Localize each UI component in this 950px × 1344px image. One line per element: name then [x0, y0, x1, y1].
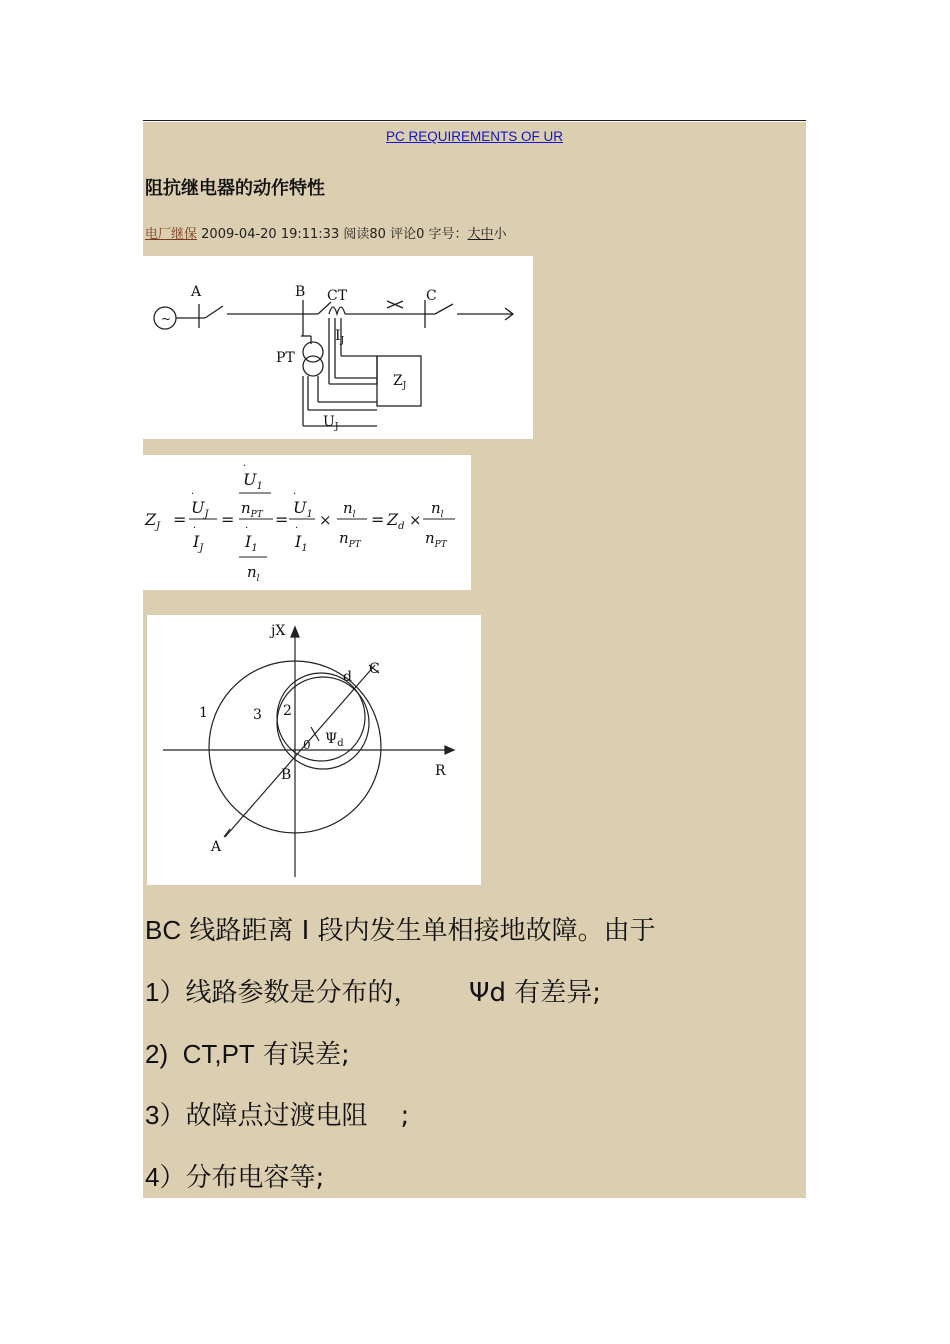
pt-lower-coil [303, 356, 323, 376]
label-c: C [426, 288, 437, 304]
reads-count: 80 [369, 227, 386, 242]
font-large-link[interactable]: 大 [467, 227, 481, 242]
r-axis-arrow [445, 746, 454, 754]
formula-nl: $n_l$ [343, 499, 356, 520]
formula-u1-top: $U_1$ [243, 470, 263, 492]
formula-ij: $I_J$ [193, 532, 204, 554]
content-panel [143, 122, 806, 1198]
formula-i1: $I_1$ [295, 532, 308, 554]
article-meta [145, 223, 507, 242]
comments-count: 0 [416, 227, 425, 242]
formula-npt-top: $n_{PT}$ [241, 499, 263, 520]
circle-3-label: 3 [253, 707, 262, 723]
origin-label: 0 [303, 738, 311, 752]
point-c-label: C [369, 661, 380, 677]
formula-uj: $U_J$ [191, 498, 209, 520]
circle-2-label: 2 [283, 703, 292, 719]
formula-zd: $Z_d$ [387, 510, 405, 532]
formula-npt: $n_{PT}$ [339, 529, 361, 550]
circuit-diagram [143, 256, 533, 439]
font-small-link[interactable]: 小 [493, 227, 507, 242]
impedance-formula [143, 455, 471, 590]
label-a: A [191, 284, 202, 300]
body-line-3: 2) CT,PT 有误差; [145, 1039, 350, 1070]
body-line-1: BC 线路距离 I 段内发生单相接地故障。由于 [145, 915, 656, 946]
formula-times-2: × [409, 511, 422, 529]
formula-lhs: $Z_J$ [145, 510, 161, 532]
label-pt: PT [276, 350, 295, 366]
body-line-4: 3）故障点过渡电阻 ; [145, 1100, 410, 1131]
formula-npt-2: $n_{PT}$ [425, 529, 447, 550]
author-link[interactable]: 电厂继保 [145, 227, 198, 242]
dot-uj: · [191, 489, 195, 500]
comments-label: 评论 [390, 227, 417, 242]
impedance-circle-diagram [147, 615, 481, 885]
dot-u1: · [293, 489, 297, 500]
point-b-label: B [281, 767, 292, 783]
header-link[interactable]: PC REQUIREMENTS OF UR [385, 129, 563, 144]
axis-r-label: R [435, 763, 446, 779]
formula-nl-bottom: $n_l$ [247, 563, 260, 584]
font-size-label: 字号： [428, 227, 468, 242]
ct-coil [329, 307, 345, 314]
circle-3 [277, 677, 369, 769]
label-b: B [295, 284, 306, 300]
circle-1-label: 1 [199, 705, 208, 721]
circle-svg [147, 615, 481, 885]
dot-i1-mid: · [245, 523, 249, 534]
jx-axis-arrow [291, 627, 299, 637]
font-medium-link[interactable]: 中 [480, 227, 494, 242]
dot-u1-top: · [243, 461, 247, 472]
formula-times-1: × [319, 511, 332, 529]
formula-svg [143, 455, 471, 590]
formula-eq-1: = [173, 510, 187, 529]
header-rule [143, 120, 806, 121]
psi-label: $\Psi_d$ [325, 731, 344, 749]
formula-eq-4: = [371, 510, 385, 529]
label-zj: $Z_J$ [393, 373, 407, 391]
point-d-label: d [343, 669, 352, 685]
psi-vector [311, 727, 319, 741]
label-ij: $I_J$ [335, 328, 345, 346]
axis-jx-label: jX [271, 623, 286, 639]
reads-label: 阅读 [343, 227, 370, 242]
label-uj: $U_J$ [323, 414, 339, 432]
post-datetime: 2009-04-20 19:11:33 [201, 227, 340, 242]
circuit-svg [143, 256, 533, 439]
formula-i1-mid: $I_1$ [245, 532, 258, 554]
formula-u1: $U_1$ [293, 498, 313, 520]
formula-nl-2: $n_l$ [431, 499, 444, 520]
article-title: 阻抗继电器的动作特性 [145, 178, 325, 199]
body-line-2: 1）线路参数是分布的， Ψd 有差异; [145, 977, 602, 1008]
body-line-5: 4）分布电容等; [145, 1162, 325, 1193]
label-ct: CT [327, 288, 348, 304]
formula-eq-3: = [275, 510, 289, 529]
point-a-label: A [211, 839, 222, 855]
dot-ij: · [193, 523, 197, 534]
dot-i1: · [295, 523, 299, 534]
formula-eq-2: = [221, 510, 235, 529]
generator-label: ~ [161, 312, 172, 326]
